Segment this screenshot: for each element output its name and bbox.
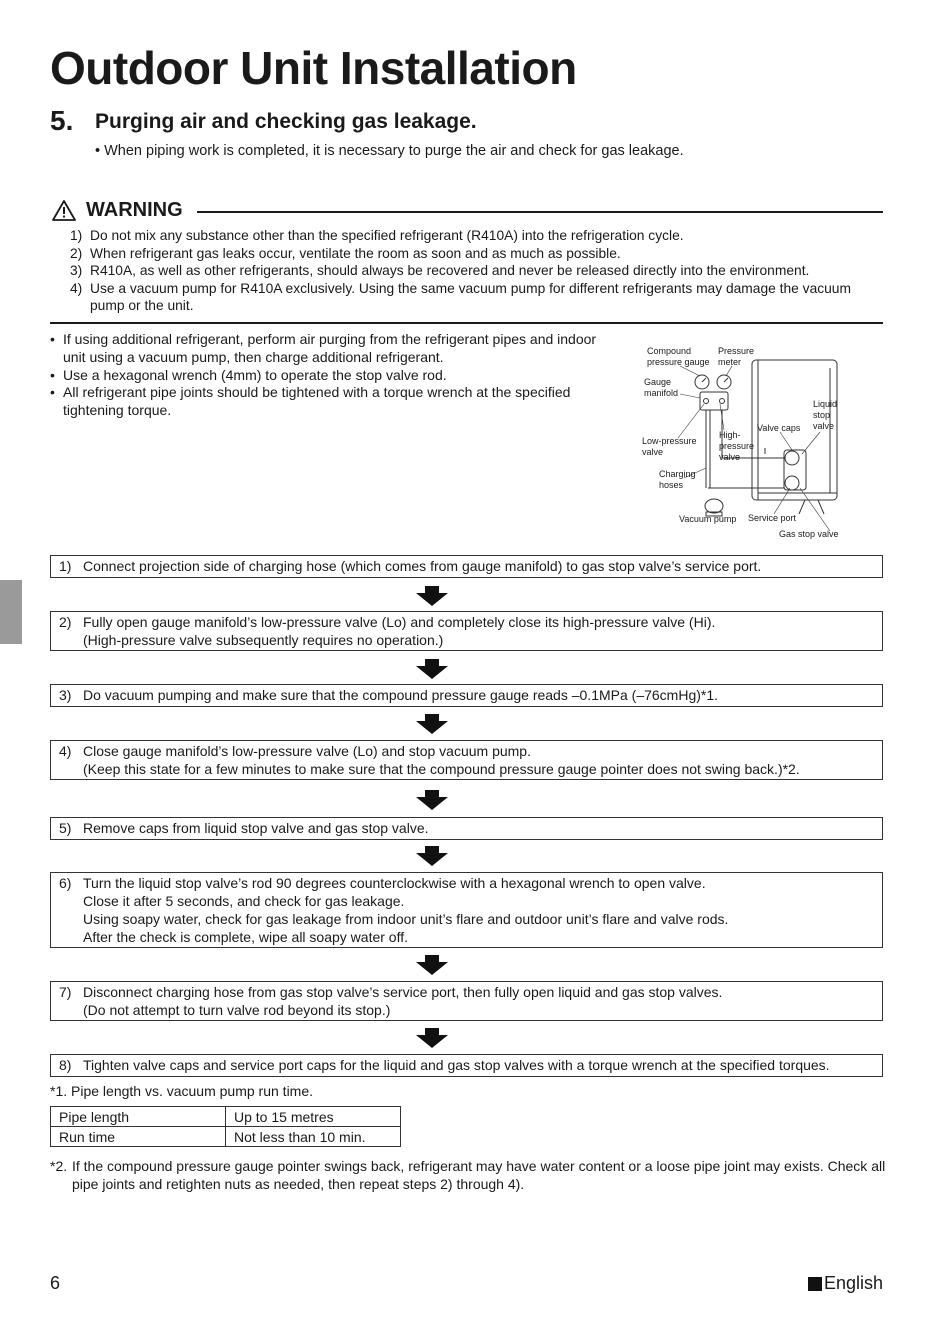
- footnote-1: *1. Pipe length vs. vacuum pump run time.: [50, 1083, 314, 1099]
- warning-triangle-icon: [52, 199, 76, 221]
- table-cell: Run time: [51, 1127, 226, 1147]
- step-box: [50, 555, 883, 578]
- diagram-label: stop: [813, 410, 831, 420]
- warning-item: [70, 280, 885, 315]
- diagram-label: Vacuum pump: [679, 514, 737, 524]
- run-time-table: [50, 1106, 401, 1147]
- warning-rule: [197, 211, 883, 213]
- black-square-icon: [808, 1277, 822, 1291]
- diagram-label: pressure: [719, 441, 755, 451]
- warning-item-text: R410A, as well as other refrigerants, should always be recovered and never be released directly into the environment.: [90, 263, 810, 279]
- warning-item: [70, 227, 885, 245]
- step-box: [50, 872, 883, 948]
- bullet-item: • If using additional refrigerant, perform air purging from the refrigerant pipes and indoor unit using a vacuum pump, then charge additional refrigerant.: [50, 331, 610, 367]
- section-intro: • When piping work is completed, it is necessary to purge the air and check for gas leakage.: [95, 143, 684, 159]
- step-box: [50, 611, 883, 651]
- warning-list: [70, 227, 885, 315]
- purging-diagram: [640, 338, 890, 548]
- table-cell: Pipe length: [51, 1107, 226, 1127]
- step-number: 4): [59, 743, 72, 759]
- step-number: 1): [59, 558, 72, 574]
- down-arrow-icon: [416, 1028, 448, 1048]
- step-text: Close gauge manifold’s low-pressure valve (Lo) and stop vacuum pump. (Keep this state for a few minutes to make sure that the compound pressure gauge pointer does not swing back.)*2.: [83, 743, 800, 777]
- step-number: 6): [59, 875, 72, 891]
- warning-item-text: Do not mix any substance other than the specified refrigerant (R410A) into the refrigeration cycle.: [90, 228, 684, 243]
- step-text: Fully open gauge manifold’s low-pressure valve (Lo) and completely close its high-pressure valve (Hi). (High-pressure valve subsequently requires no operation.): [83, 614, 716, 648]
- step-number: 3): [59, 687, 72, 703]
- step-number: 7): [59, 984, 72, 1000]
- down-arrow-icon: [416, 846, 448, 866]
- down-arrow-icon: [416, 659, 448, 679]
- diagram-label: Compound: [647, 346, 692, 356]
- step-text: Do vacuum pumping and make sure that the compound pressure gauge reads –0.1MPa (–76cmHg)*1.: [83, 687, 719, 703]
- step-number: 2): [59, 614, 72, 630]
- bullet-item: • Use a hexagonal wrench (4mm) to operate the stop valve rod.: [50, 367, 610, 385]
- down-arrow-icon: [416, 790, 448, 810]
- section-title: Purging air and checking gas leakage.: [95, 110, 477, 133]
- bullet-item: • All refrigerant pipe joints should be tightened with a torque wrench at the specified tightening torque.: [50, 384, 610, 420]
- language-label: [808, 1273, 883, 1294]
- side-tab: [0, 580, 22, 644]
- diagram-label: High-: [719, 430, 741, 440]
- warning-header: [52, 198, 183, 222]
- step-box: [50, 1054, 883, 1077]
- page-number: 6: [50, 1273, 61, 1293]
- diagram-label: valve: [813, 421, 835, 431]
- down-arrow-icon: [416, 714, 448, 734]
- table-cell: Up to 15 metres: [226, 1107, 401, 1127]
- language-text: English: [823, 1273, 883, 1293]
- step-number: 5): [59, 820, 72, 836]
- page-title: Outdoor Unit Installation: [50, 42, 577, 94]
- warning-item: [70, 262, 885, 280]
- warning-item: [70, 245, 885, 263]
- step-box: [50, 684, 883, 707]
- warning-title: WARNING: [86, 198, 183, 221]
- table-row: [51, 1107, 401, 1127]
- diagram-label: hoses: [659, 480, 684, 490]
- section-number: 5.: [50, 105, 74, 136]
- step-box: [50, 740, 883, 780]
- table-cell: Not less than 10 min.: [226, 1127, 401, 1147]
- warning-item-text: Use a vacuum pump for R410A exclusively. Using the same vacuum pump for different refrigerants may damage the vacuum pump or the unit.: [90, 280, 851, 314]
- bullet-list: [50, 331, 610, 420]
- diagram-label: meter: [718, 357, 742, 367]
- warning-item-number: 3): [70, 263, 83, 279]
- step-text: Tighten valve caps and service port caps for the liquid and gas stop valves with a torque wrench at the specified torques.: [83, 1057, 830, 1073]
- footnote-2-mark: *2.: [50, 1158, 68, 1174]
- diagram-label: valve: [719, 452, 741, 462]
- warning-bottom-rule: [50, 322, 883, 324]
- diagram-label: Valve caps: [757, 423, 801, 433]
- warning-item-number: 1): [70, 228, 83, 243]
- diagram-label: valve: [642, 447, 664, 457]
- table-row: [51, 1127, 401, 1147]
- diagram-label: pressure gauge: [647, 357, 710, 367]
- warning-item-number: 4): [70, 280, 83, 296]
- diagram-label: manifold: [644, 388, 679, 398]
- diagram-label: Charging: [659, 469, 696, 479]
- diagram-label: Pressure: [718, 346, 755, 356]
- step-box: [50, 817, 883, 840]
- diagram-label: Liquid: [813, 399, 838, 409]
- diagram-label: Gas stop valve: [779, 529, 839, 539]
- step-text: Turn the liquid stop valve’s rod 90 degrees counterclockwise with a hexagonal wrench to open valve. Close it after 5 seconds, and check for gas leakage. Using soapy water, check for gas leakage from indoor unit’s flare and outdoor unit’s flare and valve rods. After the check is complete, wipe all soapy water off.: [83, 875, 729, 945]
- outdoor-unit-drawing: [752, 360, 837, 514]
- diagram-label: Low-pressure: [642, 436, 697, 446]
- diagram-label: Gauge: [644, 377, 672, 387]
- down-arrow-icon: [416, 586, 448, 606]
- warning-item-text: When refrigerant gas leaks occur, ventilate the room as soon and as much as possible.: [90, 245, 621, 261]
- step-text: Disconnect charging hose from gas stop valve’s service port, then fully open liquid and gas stop valves. (Do not attempt to turn valve rod beyond its stop.): [83, 984, 723, 1018]
- step-box: [50, 981, 883, 1021]
- step-number: 8): [59, 1057, 72, 1073]
- step-text: Connect projection side of charging hose (which comes from gauge manifold) to gas stop valve’s service port.: [83, 558, 762, 574]
- down-arrow-icon: [416, 955, 448, 975]
- step-text: Remove caps from liquid stop valve and gas stop valve.: [83, 820, 429, 836]
- footnote-2: If the compound pressure gauge pointer swings back, refrigerant may have water content or a loose pipe joint may exists. Check all pipe joints and retighten nuts as needed, then repeat steps 2) through 4).: [72, 1158, 886, 1192]
- warning-item-number: 2): [70, 245, 83, 261]
- diagram-label: Service port: [748, 513, 797, 523]
